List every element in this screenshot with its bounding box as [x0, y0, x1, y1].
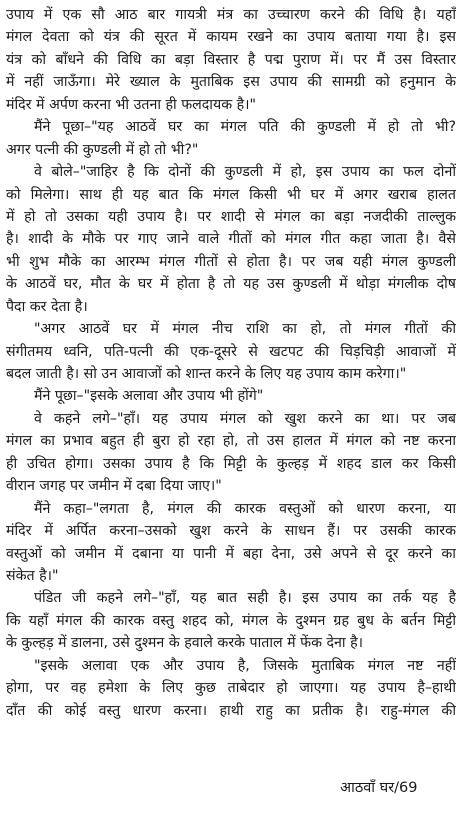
text-line: के आठवें घर, मौत के घर में होता है तो यह उस कुण्डली में थोड़ा मंगलीक दोष	[6, 276, 456, 293]
text-line: होगा, पर वह हमेशा के लिए कुछ ताबेदार हो जाएगा। यह उपाय है–हाथी	[6, 680, 456, 697]
text-line: में हो तो उसका यही उपाय है। पर शादी से मंगल का बड़ा नजदीकी ताल्लुक	[6, 208, 456, 225]
text-line: मंदिर में अर्पण करना भी उतना ही फलदायक है।"	[6, 96, 257, 113]
text-line: ही उचित होगा। उसका उपाय है कि मिट्टी के कुल्हड़ में शहद डाल कर किसी	[6, 455, 456, 472]
text-line: "इसके अलावा एक और उपाय है, जिसके मुताबिक मंगल नष्ट नहीं	[34, 657, 456, 674]
text-line: में नहीं जाऊँगा। मेरे ख्याल के मुताबिक इस उपाय की सामग्री को हनुमान के	[6, 74, 456, 91]
text-line: कि यहाँ मंगल की कारक वस्तु शहद को, मंगल के दुश्मन ग्रह बुध के बर्तन मिट्टी	[6, 612, 456, 629]
text-line: वे बोले–"जाहिर है कि दोनों की कुण्डली में हो, इस उपाय का फल दोनों	[34, 164, 456, 181]
book-page-text	[6, 4, 456, 722]
text-line: को मिलेगा। साथ ही यह बात कि मंगल किसी भी घर में अगर खराब हालत	[6, 186, 456, 203]
text-line: वस्तुओं को जमीन में दबाना या पानी में बहा देना, उसे अपने से दूर करने का	[6, 545, 456, 562]
text-line: भी शुभ मौके का आरम्भ मंगल गीतों से होता है। पर जब यही मंगल कुण्डली	[6, 253, 456, 270]
text-line: मैंने कहा–"लगता है, मंगल की कारक वस्तुओं को धारण करना, या	[34, 500, 456, 517]
text-line: पंडित जी कहने लगे–"हाँ, यह बात सही है। इस उपाय का तर्क यह है	[34, 590, 456, 607]
text-line: के कुल्हड़ में डालना, उसे दुश्मन के हवाले करके पाताल में फेंक देना है।	[6, 635, 364, 652]
text-line: संकेत है।"	[6, 567, 59, 584]
text-line: मंगल का प्रभाव बहुत ही बुरा हो रहा हो, तो उस हालत में मंगल को नष्ट करना	[6, 433, 456, 450]
text-line: उपाय में एक सौ आठ बार गायत्री मंत्र का उच्चारण करने की विधि है। यहाँ	[6, 7, 456, 23]
text-line: वे कहने लगे–"हाँ। यह उपाय मंगल को खुश करने का था। पर जब	[34, 410, 456, 427]
text-line: मंगल देवता को यंत्र की सूरत में कायम रखने का उपाय बताया गया है। इस	[6, 29, 456, 46]
text-line: संगीतमय ध्वनि, पति-पत्नी की एक-दूसरे से खटपट की चिड़चिड़ी आवाजों में	[6, 343, 456, 360]
text-line: "अगर आठवें घर में मंगल नीच राशि का हो, तो मंगल गीतों की	[34, 321, 456, 338]
text-line: दाँत की कोई वस्तु धारण करना। हाथी राहु का प्रतीक है। राहु-मंगल की	[6, 702, 456, 719]
text-line: अगर पत्नी की कुण्डली में हो तो भी?"	[6, 141, 199, 158]
text-line: बदल जाती है। सो उन आवाजों को शान्त करने के लिए यह उपाय काम करेगा।"	[6, 366, 407, 382]
text-line: है। शादी के मौके पर गाए जाने वाले गीतों को मंगल गीत कहा जाता है। वैसे	[6, 231, 456, 248]
text-line: मैंने पूछा–"यह आठवें घर का मंगल पति की कुण्डली में हो तो भी?	[34, 119, 456, 136]
text-line: मैंने पूछा–"इसके अलावा और उपाय भी होंगे"	[34, 388, 264, 405]
text-line: यंत्र को बाँधने की विधि का बड़ा विस्तार है पद्म पुराण में। पर मैं उस विस्तार	[6, 51, 456, 68]
text-line: वीरान जगह पर जमीन में दबा दिया जाए।"	[6, 478, 222, 495]
text-line: मंदिर में अर्पित करना–उसको खुश करने के साधन हैं। पर उसकी कारक	[6, 523, 456, 540]
text-line: पैदा कर देता है।	[6, 298, 88, 315]
page-footer: आठवाँ घर/69	[340, 780, 418, 796]
